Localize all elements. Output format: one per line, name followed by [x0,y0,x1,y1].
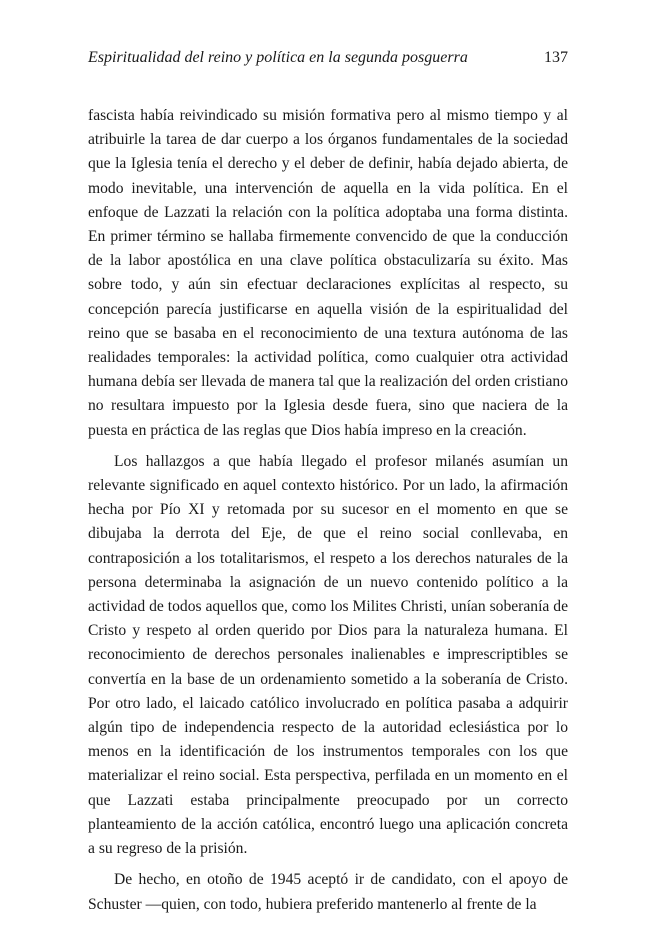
paragraph: De hecho, en otoño de 1945 aceptó ir de candidato, con el apoyo de Schuster —quien, con todo, hubiera preferido mantenerlo al frente de la [88,871,568,913]
book-page [88,0,568,931]
running-header [88,48,568,72]
paragraph: Los hallazgos a que había llegado el profesor milanés asumían un relevante significado en aquel contexto histórico. Por un lado, la afirmación hecha por Pío XI y retomada por su sucesor en el momento en que se dibujaba la derrota del Eje, de que el reino social conllevaba, en contraposición a los totalitarismos, el respeto a los derechos naturales de la persona determinaba la asignación de un nuevo contenido político a la actividad de todos aquellos que, como los Milites Christi, unían soberanía de Cristo y respeto al orden querido por Dios para la naturaleza humana. El reconocimiento de derechos personales inalienables e imprescriptibles se convertía en la base de un ordenamiento sometido a la soberanía de Cristo. Por otro lado, el laicado católico involucrado en política pasaba a adquirir algún tipo de independencia respecto de la autoridad eclesiástica por lo menos en la identificación de los instrumentos temporales con los que materializar el reino social. Esta perspectiva, perfilada en un momento en el que Lazzati estaba principalmente preocupado por un correcto planteamiento de la acción católica, encontró luego una aplicación concreta a su regreso de la prisión. [88,452,568,858]
paragraph-continued: fascista había reivindicado su misión formativa pero al mismo tiempo y al atribuirle la tarea de dar cuerpo a los órganos fundamentales de la sociedad que la Iglesia tenía el derecho y el deber de definir, había dejado abierta, de modo inevitable, una intervención de aquella en la vida política. En el enfoque de Lazzati la relación con la política adoptaba una forma distinta. En primer término se hallaba firmemente convencido de que la conducción de la labor apostólica en una clave política obstaculizaría su éxito. Mas sobre todo, y aún sin efectuar declaraciones explícitas al respecto, su concepción parecía justificarse en aquella visión de la espiritualidad del reino que se basaba en el reconocimiento de una textura autónoma de las realidades temporales: la actividad política, como cualquier otra actividad humana debía ser llevada de manera tal que la realización del orden cristiano no resultara impuesto por la Iglesia desde fuera, sino que naciera de la puesta en práctica de las reglas que Dios había impreso en la creación. [88,107,568,439]
body-text [88,104,568,917]
running-title: Espiritualidad del reino y política en la segunda posguerra [88,49,468,66]
page-number: 137 [544,49,568,66]
